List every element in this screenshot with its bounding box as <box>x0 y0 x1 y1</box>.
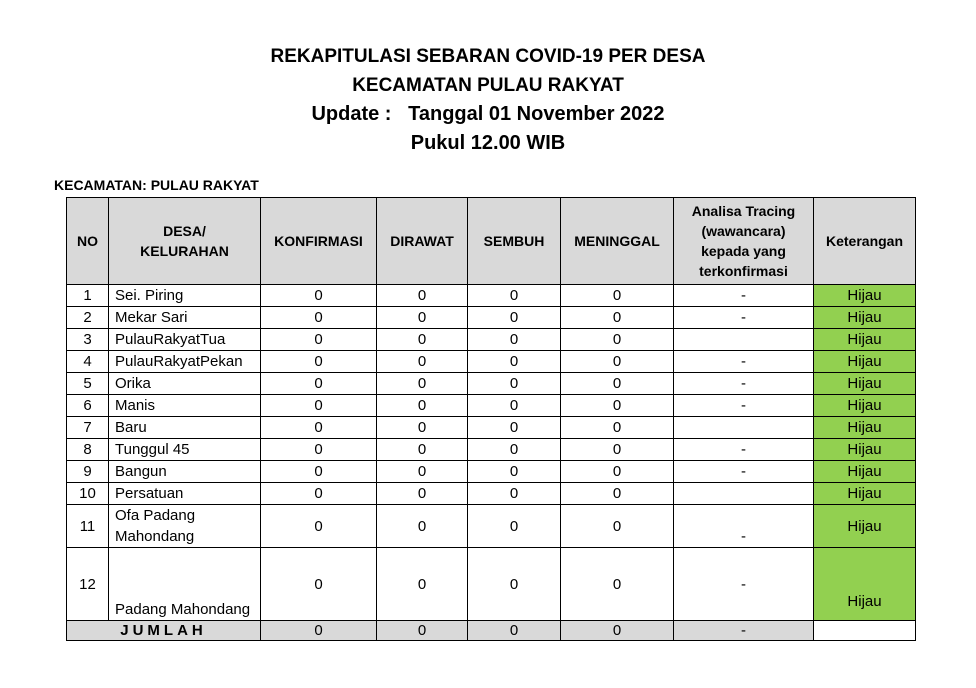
cell-konfirmasi: 0 <box>261 483 377 505</box>
cell-tracing: - <box>674 307 814 329</box>
cell-keterangan: Hijau <box>814 461 916 483</box>
cell-tracing <box>674 329 814 351</box>
title-line-1: REKAPITULASI SEBARAN COVID-19 PER DESA <box>270 46 706 67</box>
cell-tracing: - <box>674 461 814 483</box>
table-row <box>67 373 916 395</box>
cell-desa: Persatuan <box>109 483 261 505</box>
header-dirawat: DIRAWAT <box>377 198 468 285</box>
cell-tracing: - <box>674 351 814 373</box>
cell-desa: Tunggul 45 <box>109 439 261 461</box>
table-row <box>67 461 916 483</box>
cell-tracing: - <box>674 505 814 548</box>
cell-konfirmasi: 0 <box>261 439 377 461</box>
cell-sembuh: 0 <box>468 417 561 439</box>
cell-dirawat: 0 <box>377 483 468 505</box>
cell-sembuh: 0 <box>468 439 561 461</box>
cell-sembuh: 0 <box>468 395 561 417</box>
cell-dirawat: 0 <box>377 351 468 373</box>
cell-dirawat: 0 <box>377 329 468 351</box>
report-title <box>0 42 976 158</box>
cell-tracing <box>674 417 814 439</box>
cell-desa: Manis <box>109 395 261 417</box>
cell-sembuh: 0 <box>468 461 561 483</box>
cell-no: 9 <box>67 461 109 483</box>
table-row <box>67 285 916 307</box>
table-row <box>67 329 916 351</box>
table-header-row <box>67 198 916 285</box>
cell-keterangan: Hijau <box>814 285 916 307</box>
cell-tracing: - <box>674 548 814 621</box>
cell-keterangan: Hijau <box>814 395 916 417</box>
table-row <box>67 439 916 461</box>
cell-desa: Mekar Sari <box>109 307 261 329</box>
cell-meninggal: 0 <box>561 417 674 439</box>
total-dirawat: 0 <box>377 621 468 641</box>
cell-desa: PulauRakyatPekan <box>109 351 261 373</box>
cell-meninggal: 0 <box>561 373 674 395</box>
cell-tracing: - <box>674 373 814 395</box>
cell-konfirmasi: 0 <box>261 505 377 548</box>
cell-konfirmasi: 0 <box>261 329 377 351</box>
table-row <box>67 351 916 373</box>
header-no: NO <box>67 198 109 285</box>
cell-konfirmasi: 0 <box>261 351 377 373</box>
cell-dirawat: 0 <box>377 417 468 439</box>
cell-konfirmasi: 0 <box>261 395 377 417</box>
total-keterangan <box>814 621 916 641</box>
cell-no: 10 <box>67 483 109 505</box>
cell-meninggal: 0 <box>561 329 674 351</box>
cell-meninggal: 0 <box>561 307 674 329</box>
table-row <box>67 395 916 417</box>
table-row <box>67 548 916 621</box>
cell-keterangan: Hijau <box>814 439 916 461</box>
total-label: JUMLAH <box>67 621 261 641</box>
cell-sembuh: 0 <box>468 373 561 395</box>
cell-sembuh: 0 <box>468 351 561 373</box>
cell-desa: Baru <box>109 417 261 439</box>
cell-desa: Sei. Piring <box>109 285 261 307</box>
cell-desa: Padang Mahondang <box>109 548 261 621</box>
cell-dirawat: 0 <box>377 285 468 307</box>
header-meninggal: MENINGGAL <box>561 198 674 285</box>
cell-keterangan: Hijau <box>814 417 916 439</box>
title-line-2: KECAMATAN PULAU RAKYAT <box>352 75 624 96</box>
cell-dirawat: 0 <box>377 505 468 548</box>
header-konfirmasi: KONFIRMASI <box>261 198 377 285</box>
cell-dirawat: 0 <box>377 548 468 621</box>
cell-konfirmasi: 0 <box>261 373 377 395</box>
cell-keterangan: Hijau <box>814 373 916 395</box>
cell-meninggal: 0 <box>561 285 674 307</box>
cell-konfirmasi: 0 <box>261 461 377 483</box>
header-sembuh: SEMBUH <box>468 198 561 285</box>
district-subheading: KECAMATAN: PULAU RAKYAT <box>54 177 259 193</box>
cell-no: 11 <box>67 505 109 548</box>
total-meninggal: 0 <box>561 621 674 641</box>
cell-dirawat: 0 <box>377 307 468 329</box>
cell-no: 2 <box>67 307 109 329</box>
total-konfirmasi: 0 <box>261 621 377 641</box>
cell-no: 12 <box>67 548 109 621</box>
cell-konfirmasi: 0 <box>261 307 377 329</box>
header-desa: DESA/ KELURAHAN <box>109 198 261 285</box>
cell-no: 3 <box>67 329 109 351</box>
cell-keterangan: Hijau <box>814 351 916 373</box>
cell-sembuh: 0 <box>468 307 561 329</box>
cell-no: 7 <box>67 417 109 439</box>
cell-no: 1 <box>67 285 109 307</box>
cell-tracing: - <box>674 285 814 307</box>
cell-meninggal: 0 <box>561 461 674 483</box>
cell-desa: PulauRakyatTua <box>109 329 261 351</box>
cell-meninggal: 0 <box>561 548 674 621</box>
cell-meninggal: 0 <box>561 439 674 461</box>
header-keterangan: Keterangan <box>814 198 916 285</box>
cell-meninggal: 0 <box>561 483 674 505</box>
table-row <box>67 505 916 548</box>
cell-no: 6 <box>67 395 109 417</box>
covid-recap-table <box>66 197 916 641</box>
table-row <box>67 483 916 505</box>
cell-keterangan: Hijau <box>814 329 916 351</box>
cell-no: 5 <box>67 373 109 395</box>
title-update-time: Pukul 12.00 WIB <box>410 132 566 154</box>
cell-no: 4 <box>67 351 109 373</box>
cell-sembuh: 0 <box>468 505 561 548</box>
cell-konfirmasi: 0 <box>261 548 377 621</box>
cell-desa: Bangun <box>109 461 261 483</box>
table-row <box>67 417 916 439</box>
title-update-date: Update : Tanggal 01 November 2022 <box>311 103 665 125</box>
cell-no: 8 <box>67 439 109 461</box>
cell-tracing: - <box>674 395 814 417</box>
cell-meninggal: 0 <box>561 395 674 417</box>
cell-keterangan: Hijau <box>814 505 916 548</box>
header-tracing: Analisa Tracing (wawancara) kepada yang terkonfirmasi <box>674 198 814 285</box>
cell-meninggal: 0 <box>561 351 674 373</box>
cell-tracing <box>674 483 814 505</box>
cell-sembuh: 0 <box>468 548 561 621</box>
cell-dirawat: 0 <box>377 395 468 417</box>
cell-desa: Orika <box>109 373 261 395</box>
table-row <box>67 307 916 329</box>
cell-desa: Ofa Padang Mahondang <box>109 505 261 548</box>
cell-sembuh: 0 <box>468 329 561 351</box>
cell-konfirmasi: 0 <box>261 417 377 439</box>
cell-konfirmasi: 0 <box>261 285 377 307</box>
cell-dirawat: 0 <box>377 461 468 483</box>
total-sembuh: 0 <box>468 621 561 641</box>
total-tracing: - <box>674 621 814 641</box>
cell-dirawat: 0 <box>377 439 468 461</box>
cell-dirawat: 0 <box>377 373 468 395</box>
total-row <box>67 621 916 641</box>
cell-sembuh: 0 <box>468 285 561 307</box>
cell-meninggal: 0 <box>561 505 674 548</box>
cell-sembuh: 0 <box>468 483 561 505</box>
cell-keterangan: Hijau <box>814 307 916 329</box>
cell-keterangan: Hijau <box>814 483 916 505</box>
cell-keterangan: Hijau <box>814 548 916 621</box>
cell-tracing: - <box>674 439 814 461</box>
